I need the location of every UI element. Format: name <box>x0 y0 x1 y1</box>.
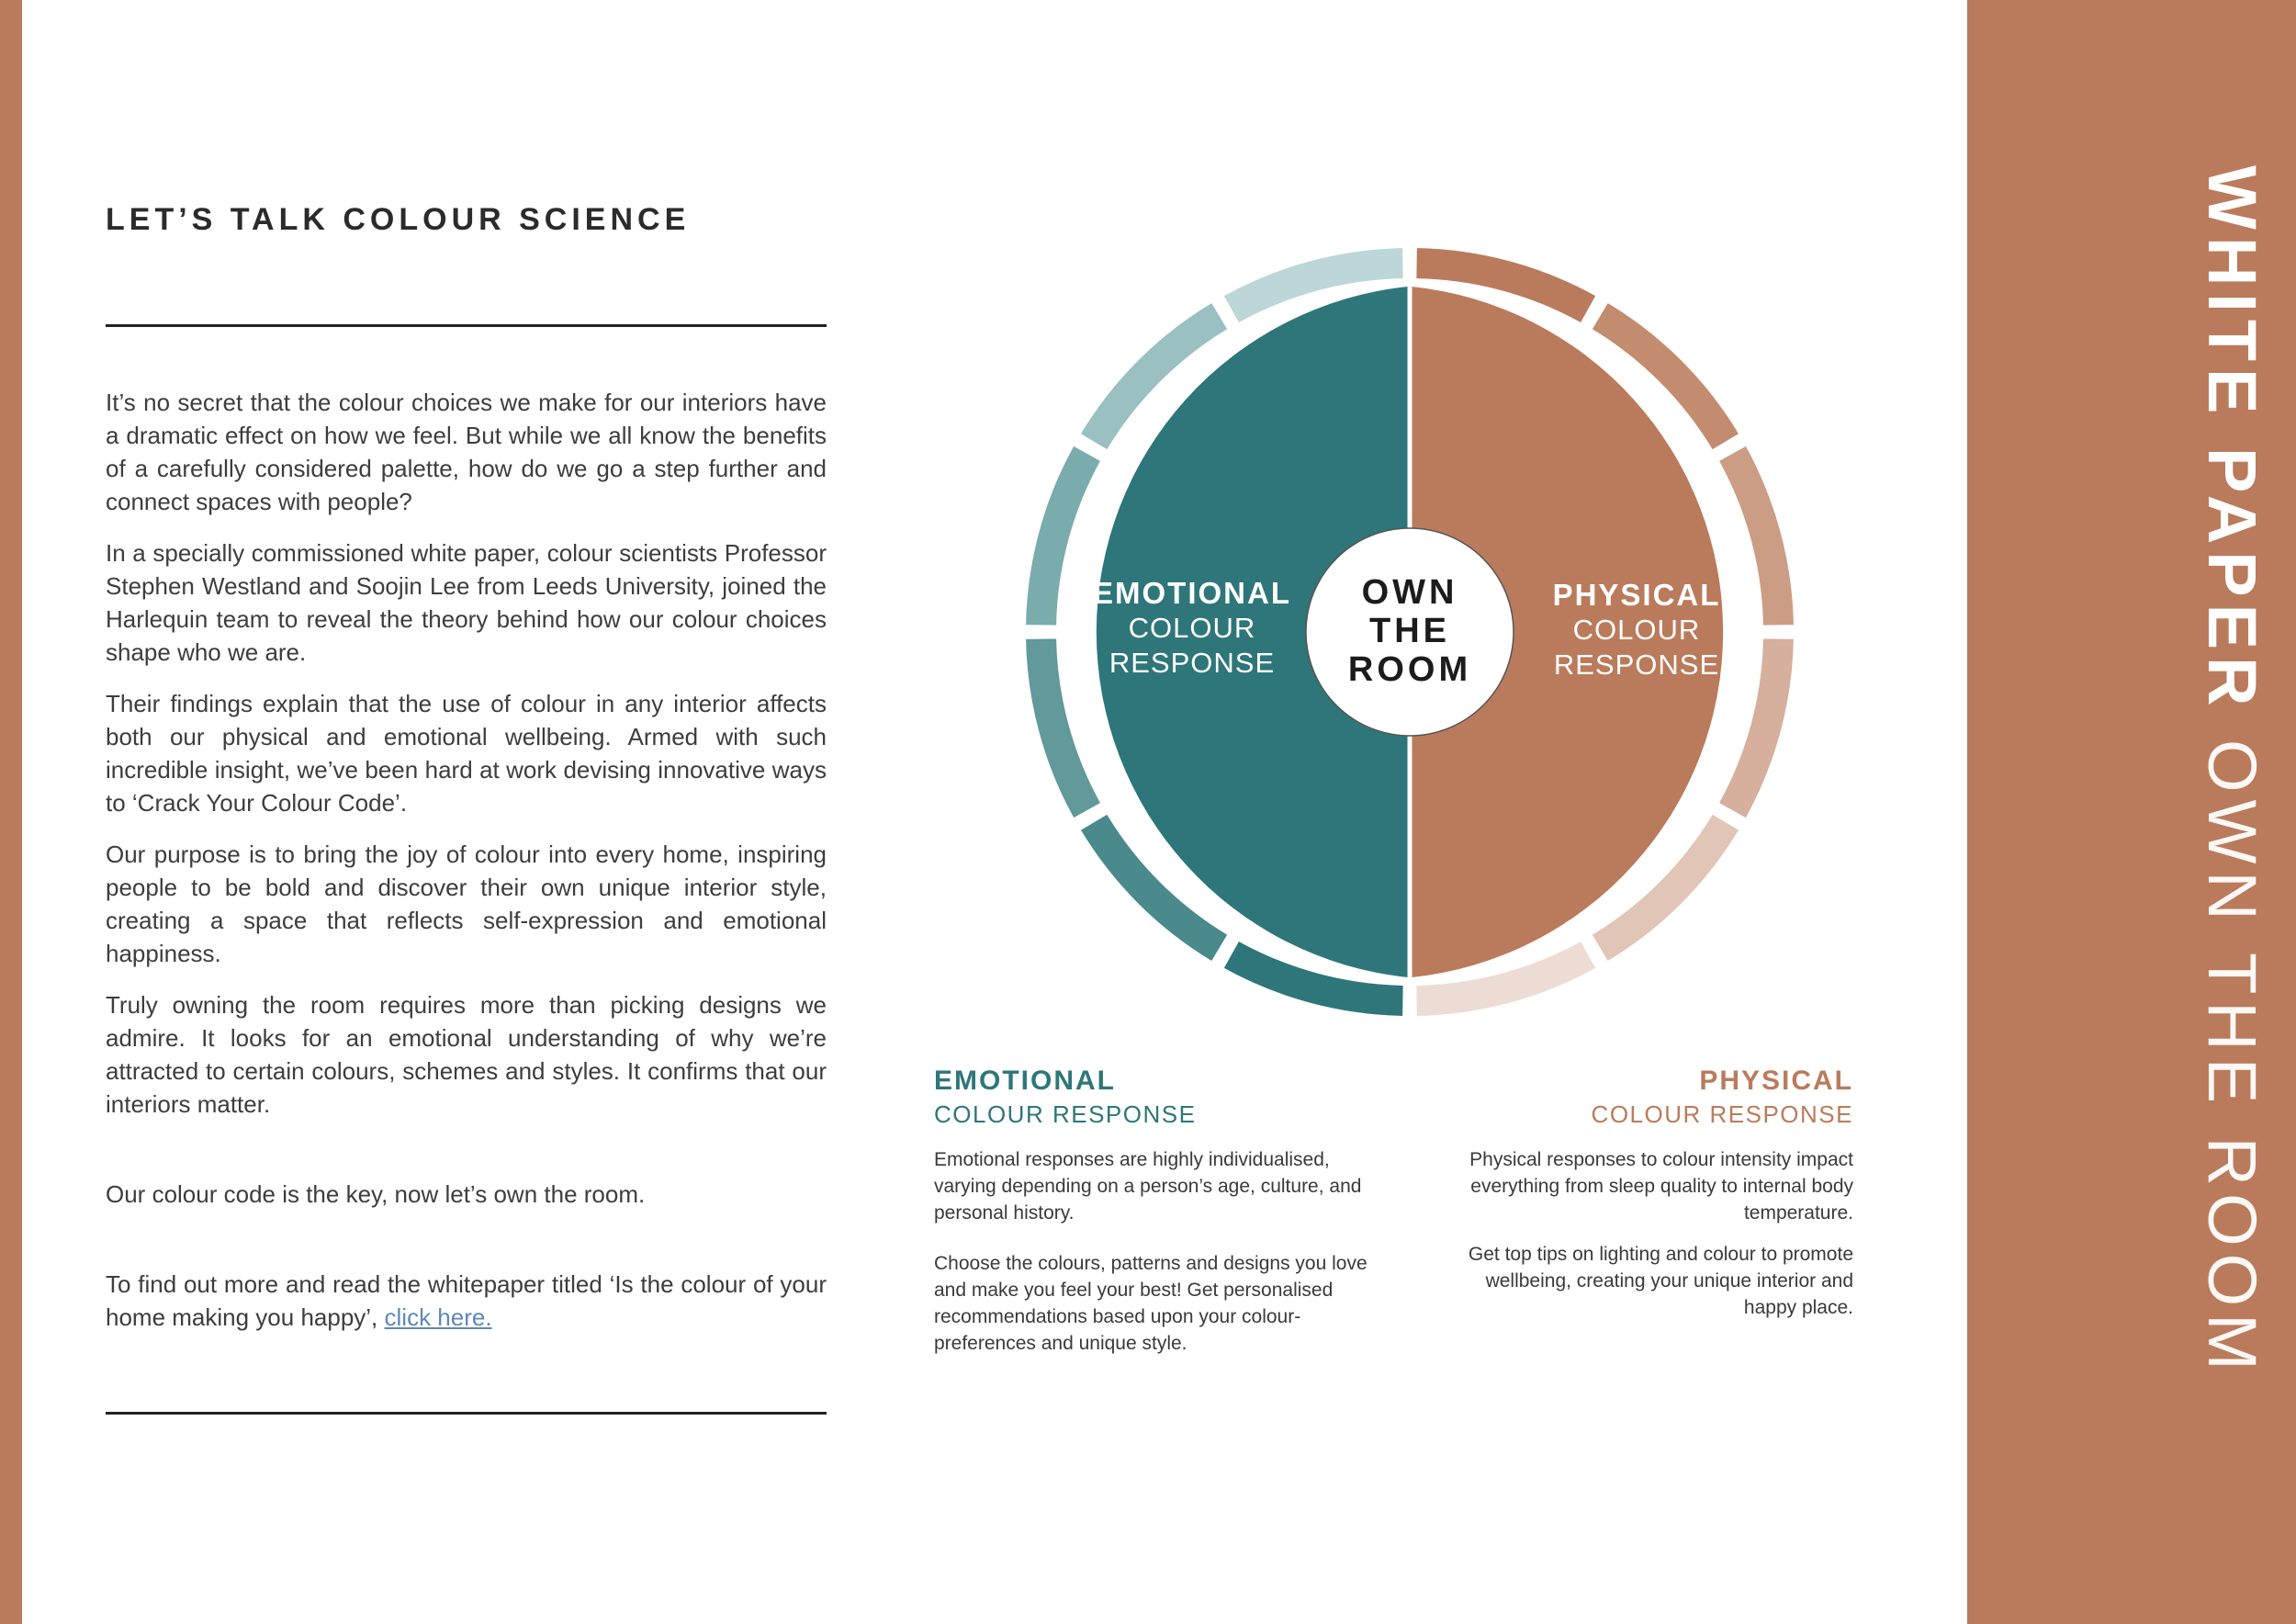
emotional-paragraph: Choose the colours, patterns and designs you love and make you feel your best! Get personalised recommendations based upon your colour-preferences and unique style. <box>934 1253 1367 1354</box>
emotional-wheel-label: EMOTIONAL <box>1093 576 1291 610</box>
cta-text: To find out more and read the whitepaper titled ‘Is the colour of your home making you happy’, <box>106 1270 827 1331</box>
top-divider <box>106 324 827 327</box>
physical-paragraph: Get top tips on lighting and colour to promote wellbeing, creating your unique interior and happy place. <box>1468 1244 1853 1318</box>
emotional-heading <box>934 1066 1196 1129</box>
physical-subtitle: COLOUR RESPONSE <box>1591 1100 1853 1128</box>
intro-paragraph: It’s no secret that the colour choices we make for our interiors have a dramatic effect on how we feel. But while we all know the benefits of a carefully considered palette, how do we go a step further and connect spaces with people? <box>106 389 827 515</box>
center-line-1: OWN <box>1361 573 1458 612</box>
intro-paragraph: Their findings explain that the use of colour in any interior affects both our physical and emotional wellbeing. Armed with such incredible insight, we’ve been hard at work devising innovative ways to ‘Crack Your Colour Code’. <box>106 690 827 817</box>
bottom-divider <box>106 1412 827 1415</box>
emotional-description <box>934 1146 1375 1371</box>
physical-heading <box>1488 1066 1853 1129</box>
colour-response-wheel <box>1019 243 1800 1024</box>
closing-line: Our colour code is the key, now let’s own the room. <box>106 1180 646 1208</box>
intro-paragraph: In a specially commissioned white paper, colour scientists Professor Stephen Westland and Soojin Lee from Leeds University, joined the Harlequin team to reveal the theory behind how our colour choices shape who we are. <box>106 539 827 666</box>
emotional-paragraph: Emotional responses are highly individualised, varying depending on a person’s age, culture, and personal history. <box>934 1149 1362 1224</box>
physical-ring-segment <box>1716 444 1795 627</box>
emotional-subtitle: COLOUR RESPONSE <box>934 1100 1197 1128</box>
physical-wheel-sub-1: COLOUR <box>1572 614 1701 646</box>
side-banner-title <box>2177 165 2287 1378</box>
side-banner-bold: WHITE PAPER <box>2194 165 2270 714</box>
intro-paragraph: Truly owning the room requires more than picking designs we admire. It looks for an emotional understanding of why we’re attracted to certain colours, schemes and styles. It confirms that our interiors matter. <box>106 991 827 1118</box>
emotional-ring-segment <box>1024 637 1103 820</box>
cta-paragraph <box>106 1268 827 1334</box>
intro-text <box>106 386 827 1352</box>
center-line-2: THE <box>1369 612 1450 650</box>
click-here-link[interactable]: click here. <box>384 1303 492 1331</box>
side-banner-light: OWN THE ROOM <box>2194 739 2270 1378</box>
left-accent-bar <box>0 0 22 1624</box>
physical-title: PHYSICAL <box>1699 1066 1853 1096</box>
page-title: LET’S TALK COLOUR SCIENCE <box>106 202 691 237</box>
physical-ring-segment <box>1716 637 1795 820</box>
intro-paragraph: Our purpose is to bring the joy of colour into every home, inspiring people to be bold and discover their own unique interior style, creating a space that reflects self-expression and emotional happiness. <box>106 840 827 967</box>
physical-description <box>1468 1146 1853 1336</box>
center-line-3: ROOM <box>1347 650 1472 689</box>
emotional-wheel-sub-1: COLOUR <box>1128 612 1256 644</box>
emotional-title: EMOTIONAL <box>934 1066 1116 1096</box>
emotional-wheel-sub-2: RESPONSE <box>1109 647 1276 679</box>
physical-wheel-label: PHYSICAL <box>1552 578 1721 612</box>
physical-wheel-sub-2: RESPONSE <box>1553 648 1720 681</box>
physical-paragraph: Physical responses to colour intensity impact everything from sleep quality to internal body temperature. <box>1469 1149 1853 1224</box>
emotional-ring-segment <box>1024 444 1103 627</box>
